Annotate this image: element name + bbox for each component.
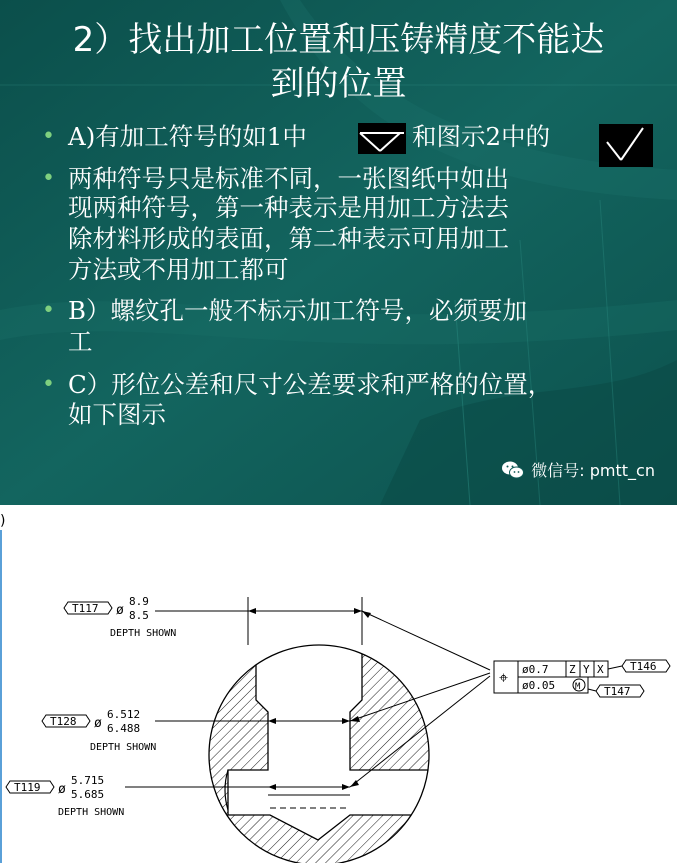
callout-t119-tag: T119 <box>14 781 41 794</box>
fcf-row2-modifier: M <box>575 682 581 692</box>
fcf-row1-tolerance: ø0.7 <box>522 663 549 676</box>
bullet-c-line-2: 工 <box>68 327 93 356</box>
bullet-dot-a: • <box>42 124 55 149</box>
machining-symbol-2-icon <box>599 124 653 167</box>
bullet-dot-d: • <box>42 372 55 397</box>
technical-drawing <box>0 505 677 863</box>
fcf-datum-x: X <box>597 663 604 676</box>
section-view <box>200 635 440 863</box>
fcf-tag-t146: T146 <box>630 660 657 673</box>
title-line-2: 到的位置 <box>270 64 407 104</box>
bullet-dot-b: • <box>42 166 55 191</box>
bullet-b-line-3: 除材料形成的表面，第二种表示可用加工 <box>68 224 509 253</box>
callout-t117-lower: 8.5 <box>129 609 149 622</box>
position-tolerance-icon: ⌖ <box>499 668 509 687</box>
wechat-icon <box>501 460 525 480</box>
fcf-row2-tolerance: ø0.05 <box>522 679 556 692</box>
callout-t119-lower: 5.685 <box>71 788 105 801</box>
fcf-datum-z: Z <box>569 663 576 676</box>
machining-symbol-2 <box>599 124 653 167</box>
wechat-id: 微信号: pmtt_cn <box>531 461 655 480</box>
callout-t117 <box>64 595 176 639</box>
bullet-a-text-1: A)有加工符号的如1中 <box>68 122 307 151</box>
fcf-datum-y: Y <box>583 663 590 676</box>
feature-control-frame <box>494 660 670 698</box>
corner-mark: ) <box>0 513 6 529</box>
machining-symbol-1 <box>358 123 406 154</box>
callout-t119-upper: 5.715 <box>71 774 105 787</box>
callout-t128-lower: 6.488 <box>107 722 141 735</box>
fcf-tag-t147: T147 <box>604 685 631 698</box>
wechat-watermark <box>501 458 655 481</box>
callout-t119-note: DEPTH SHOWN <box>58 807 125 818</box>
bullet-a-text-2: 和图示2中的 <box>412 122 551 151</box>
callout-t119-dia: ø <box>58 782 66 797</box>
callout-t128-dia: ø <box>94 716 102 731</box>
callout-t128-upper: 6.512 <box>107 708 141 721</box>
bullet-b-line-4: 方法或不用加工都可 <box>68 255 289 284</box>
bullet-c-line-1: B）螺纹孔一般不标示加工符号，必须要加 <box>68 296 528 325</box>
bullet-b-line-1: 两种符号只是标准不同，一张图纸中如出 <box>68 164 509 193</box>
callout-t117-tag: T117 <box>72 602 99 615</box>
bullet-d-line-2: 如下图示 <box>68 400 166 429</box>
bullet-d-line-1: C）形位公差和尺寸公差要求和严格的位置， <box>68 370 553 399</box>
bullet-dot-c: • <box>42 298 55 323</box>
callout-t128 <box>42 708 156 753</box>
bullet-b-line-2: 现两种符号，第一种表示是用加工方法去 <box>68 193 509 222</box>
title-line-1: 2）找出加工位置和压铸精度不能达 <box>72 20 605 60</box>
callout-t128-note: DEPTH SHOWN <box>90 742 157 753</box>
callout-t117-note: DEPTH SHOWN <box>110 628 177 639</box>
callout-t119 <box>6 774 124 818</box>
callout-t128-tag: T128 <box>50 715 77 728</box>
callout-t117-upper: 8.9 <box>129 595 149 608</box>
callout-t117-dia: ø <box>116 603 124 618</box>
slide-title <box>0 18 677 106</box>
machining-symbol-1-icon <box>358 123 406 154</box>
